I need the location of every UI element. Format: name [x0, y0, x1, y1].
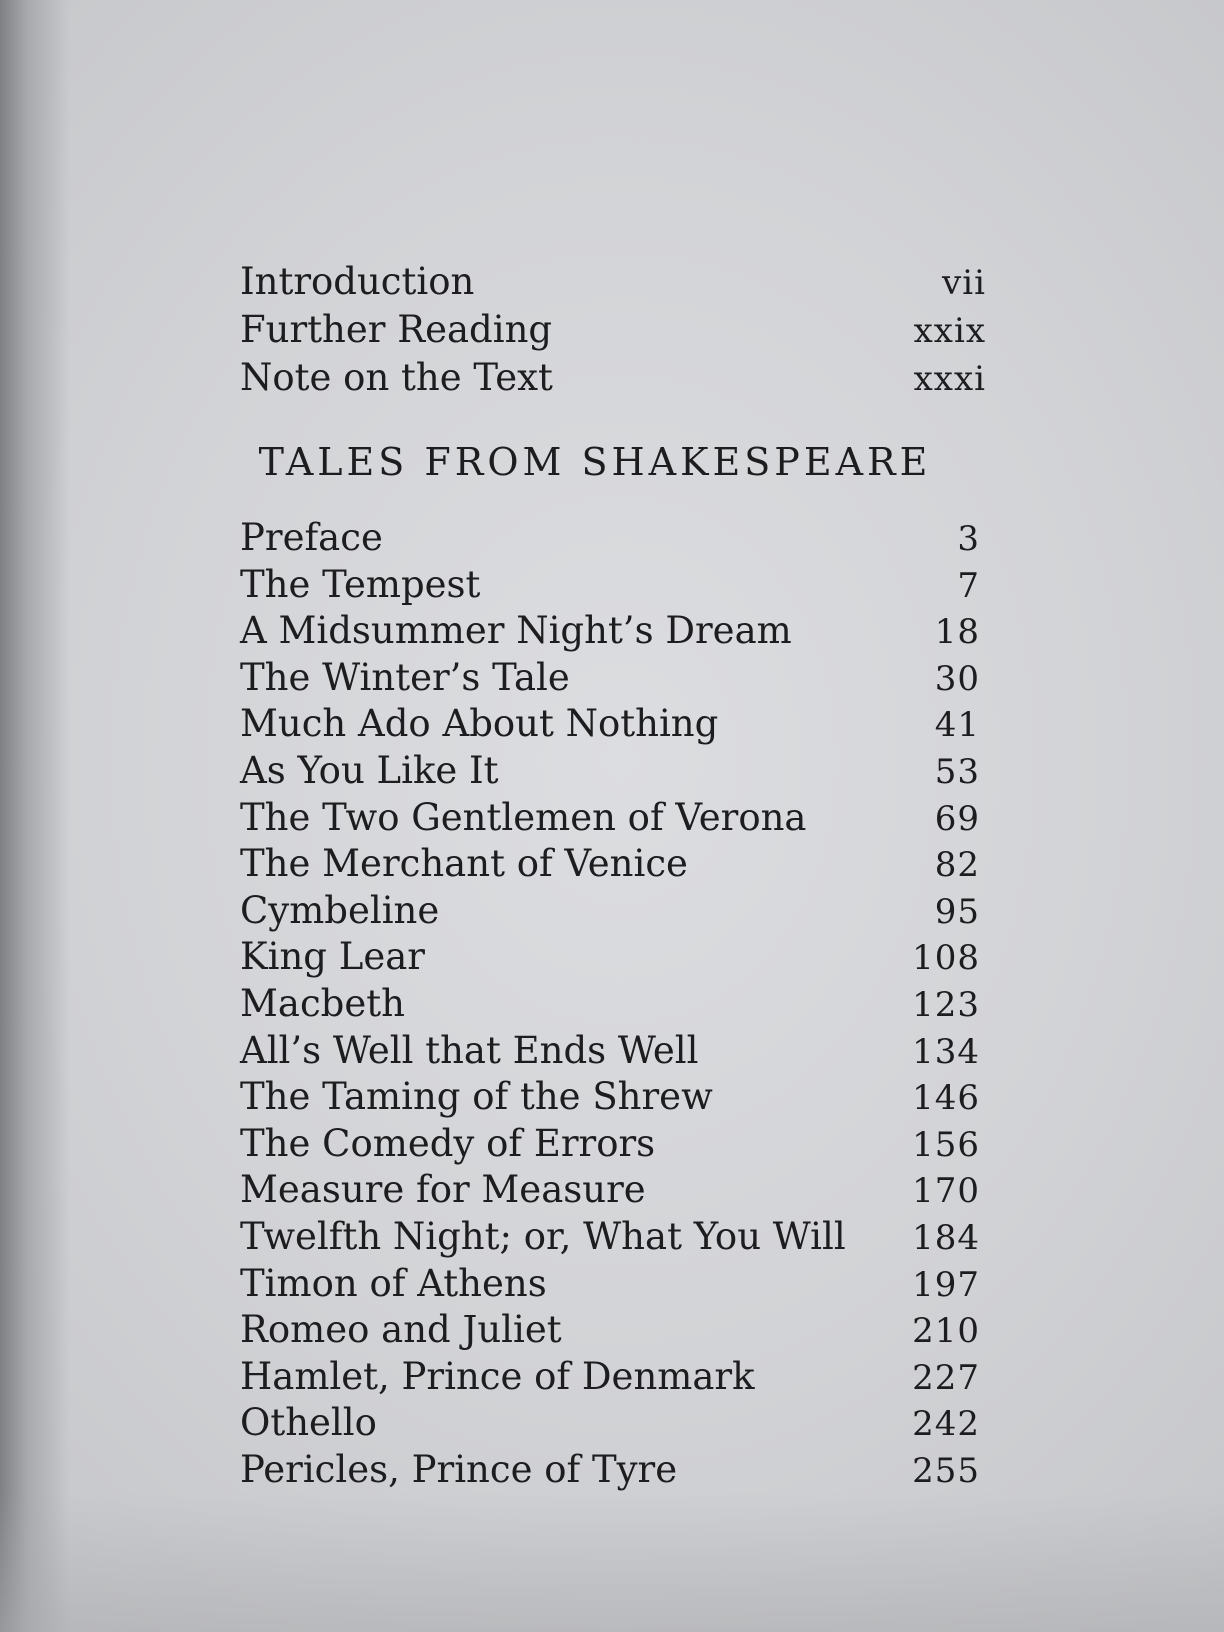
toc-entry-title: Much Ado About Nothing — [240, 702, 719, 746]
toc-entry-page: 184 — [912, 1217, 980, 1258]
toc-entry-title: King Lear — [240, 935, 425, 979]
toc-entry-page: 82 — [934, 845, 980, 886]
toc-row — [240, 1213, 990, 1260]
toc-entry-page: 3 — [957, 519, 980, 559]
section-heading: TALES FROM SHAKESPEARE — [258, 440, 932, 484]
toc-row — [240, 933, 990, 980]
toc-row — [240, 887, 990, 934]
toc-entry-page: 108 — [912, 938, 980, 979]
toc-entry-page: 255 — [912, 1450, 980, 1491]
toc-entry-title: The Winter’s Tale — [240, 655, 570, 699]
toc-entry-title: Hamlet, Prince of Denmark — [240, 1354, 755, 1398]
spine-shadow — [0, 0, 70, 1632]
toc-entry-page: 69 — [934, 798, 980, 839]
toc-entry-page: 41 — [934, 705, 980, 746]
front-matter-list — [240, 258, 990, 402]
toc-row — [240, 1260, 990, 1307]
bottom-shadow — [0, 1492, 1224, 1632]
toc-entry-title: Cymbeline — [240, 888, 440, 932]
toc-row — [240, 1446, 990, 1493]
toc-entry-title: Twelfth Night; or, What You Will — [240, 1214, 846, 1258]
toc-row — [240, 607, 990, 654]
toc-entry-title: The Taming of the Shrew — [240, 1075, 713, 1119]
toc-entry-page: xxix — [913, 311, 986, 351]
toc-entry-page: 242 — [912, 1404, 980, 1445]
toc-row — [240, 1120, 990, 1167]
toc-entry-page: 227 — [912, 1357, 980, 1398]
toc-entry-title: Romeo and Juliet — [240, 1308, 562, 1352]
toc-entry-page: 156 — [912, 1124, 980, 1165]
toc-entry-page: 95 — [934, 891, 980, 932]
toc-row — [240, 654, 990, 701]
toc-row — [240, 561, 990, 608]
toc-row — [240, 1353, 990, 1400]
toc-entry-page: 197 — [912, 1264, 980, 1305]
toc-row — [240, 980, 990, 1027]
toc-entry-title: The Merchant of Venice — [240, 842, 688, 886]
toc-row — [240, 514, 990, 561]
toc-entry-title: Measure for Measure — [240, 1168, 646, 1212]
toc-entry-title: All’s Well that Ends Well — [240, 1028, 699, 1072]
toc-row — [240, 1399, 990, 1446]
toc-row — [240, 258, 990, 306]
toc-row — [240, 1166, 990, 1213]
toc-entry-title: Macbeth — [240, 981, 405, 1025]
toc-row — [240, 354, 990, 402]
toc-entry-title: As You Like It — [240, 748, 499, 792]
toc-entry-title: The Two Gentlemen of Verona — [240, 795, 807, 839]
toc-entry-page: 7 — [957, 565, 980, 606]
toc-row — [240, 700, 990, 747]
toc-entry-page: vii — [942, 263, 986, 303]
toc-row — [240, 840, 990, 887]
toc-entry-title: Note on the Text — [240, 356, 553, 399]
toc-entry-title: Timon of Athens — [240, 1261, 547, 1305]
toc-entry-title: The Comedy of Errors — [240, 1121, 656, 1165]
toc-row — [240, 1073, 990, 1120]
toc-entry-page: 134 — [912, 1031, 980, 1072]
toc-entry-page: 30 — [934, 658, 980, 699]
toc-row — [240, 794, 990, 841]
toc-row — [240, 1306, 990, 1353]
toc-entry-page: 210 — [912, 1311, 980, 1352]
toc-entry-page: 53 — [934, 751, 980, 792]
toc-row — [240, 1027, 990, 1074]
toc-entry-title: Introduction — [240, 260, 475, 303]
tales-list — [240, 514, 990, 1492]
toc-entry-page: 18 — [934, 612, 980, 653]
toc-entry-title: The Tempest — [240, 562, 481, 606]
toc-entry-title: Preface — [240, 516, 383, 559]
table-of-contents — [240, 258, 990, 1492]
toc-entry-page: 123 — [912, 984, 980, 1025]
toc-entry-page: 170 — [912, 1171, 980, 1212]
toc-entry-title: Pericles, Prince of Tyre — [240, 1447, 678, 1491]
toc-entry-page: xxxi — [913, 359, 986, 399]
toc-row — [240, 306, 990, 354]
toc-entry-title: Further Reading — [240, 308, 553, 351]
toc-row — [240, 747, 990, 794]
toc-entry-title: A Midsummer Night’s Dream — [240, 609, 792, 653]
toc-entry-title: Othello — [240, 1401, 377, 1445]
toc-entry-page: 146 — [912, 1078, 980, 1119]
